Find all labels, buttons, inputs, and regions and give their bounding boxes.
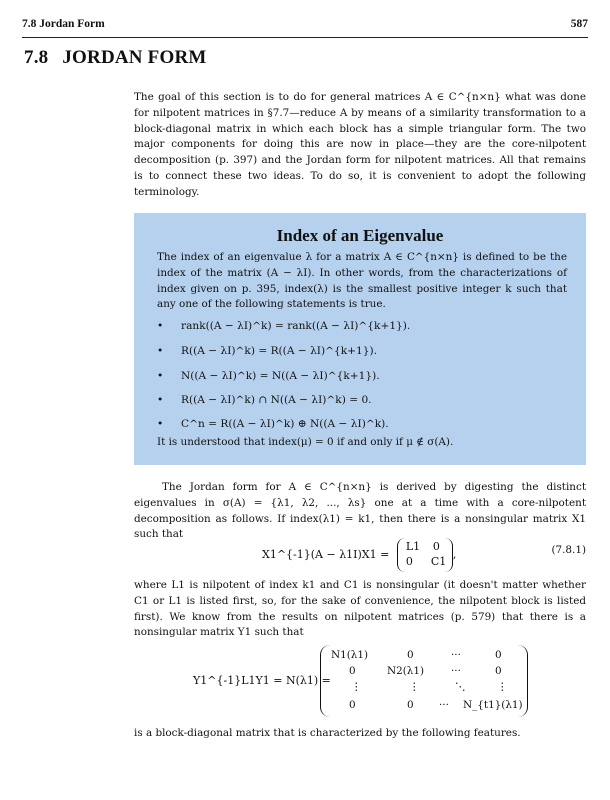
eq1-lhs: X1^{-1}(A − λ1I)X1 = bbox=[262, 548, 390, 561]
running-header-title: 7.8 Jordan Form bbox=[22, 18, 105, 30]
bullet-text: R((A − λI)^k) = R((A − λI)^{k+1}). bbox=[181, 345, 378, 357]
eq1-matrix bbox=[397, 538, 453, 572]
nilpotent-paragraph: where L1 is nilpotent of index k1 and C1 is nonsingular (it doesn't matter whether C1 or L1 is listed first, so, for the sake of convenience, the nilpotent block is listed first). We know from the results on nilpotent matrices (p. 579) that there is a nonsingular matrix Y1 such that bbox=[134, 579, 586, 639]
matrix-cell: 0 bbox=[432, 540, 440, 553]
bullet-text: rank((A − λI)^k) = rank((A − λI)^{k+1}). bbox=[181, 320, 411, 332]
understood-note: It is understood that index(μ) = 0 if and only if μ ∉ σ(A). bbox=[157, 436, 454, 448]
matrix-cell: N1(λ1) bbox=[331, 649, 369, 661]
matrix-cell: C1 bbox=[430, 555, 447, 568]
matrix-cell: N2(λ1) bbox=[387, 665, 425, 677]
bullet-text: R((A − λI)^k) ∩ N((A − λI)^k) = 0. bbox=[181, 394, 372, 406]
matrix-cell: ··· bbox=[439, 699, 449, 711]
definition-box-title: Index of an Eigenvalue bbox=[276, 226, 444, 245]
header-rule bbox=[22, 37, 588, 38]
jordan-paragraph: The Jordan form for A ∈ C^{n×n} is derived by digesting the distinct eigenvalues in σ(A) = {λ1, λ2, ..., λs} one at a time with a core-nilpotent decomposition as follows. If index(λ1) = k1, then there is a nonsingular matrix X1 such that bbox=[134, 481, 586, 541]
running-header bbox=[22, 18, 588, 34]
matrix-cell: 0 bbox=[495, 665, 502, 677]
matrix-cell: ⋱ bbox=[455, 681, 466, 693]
closing-paragraph: is a block-diagonal matrix that is characterized by the following features. bbox=[134, 727, 521, 739]
matrix-cell: L1 bbox=[405, 540, 421, 553]
matrix-cell: 0 bbox=[495, 649, 502, 661]
matrix-cell: ⋮ bbox=[497, 681, 508, 693]
matrix-cell: 0 bbox=[405, 555, 413, 568]
eq2-lhs: Y1^{-1}L1Y1 = N(λ1) = bbox=[193, 674, 331, 687]
matrix-cell: ··· bbox=[451, 649, 461, 661]
section-number: 7.8 bbox=[24, 47, 49, 68]
section-title bbox=[24, 47, 207, 69]
matrix-cell: N_{t1}(λ1) bbox=[463, 699, 523, 711]
matrix-cell: 0 bbox=[349, 665, 356, 677]
matrix-cell: ⋮ bbox=[351, 681, 362, 693]
equation-number: (7.8.1) bbox=[551, 544, 586, 556]
page-number: 587 bbox=[570, 18, 588, 30]
equation-7-8-1: X1^{-1}(A − λ1I)X1 = L1 0 0 C1 , bbox=[262, 538, 456, 572]
block-diagonal-matrix bbox=[320, 645, 528, 717]
bullet-text: C^n = R((A − λI)^k) ⊕ N((A − λI)^k). bbox=[181, 418, 389, 430]
bullet-text: N((A − λI)^k) = N((A − λI)^{k+1}). bbox=[181, 370, 380, 382]
matrix-cell: ··· bbox=[451, 665, 461, 677]
matrix-cell: 0 bbox=[407, 649, 414, 661]
matrix-cell: 0 bbox=[349, 699, 356, 711]
intro-paragraph: The goal of this section is to do for general matrices A ∈ C^{n×n} what was done for nilpotent matrices in §7.7—reduce A by means of a similarity transformation to a block-diagonal matrix in which each block has a simple triangular form. The two major components for doing this are now in place—they are the core-nilpotent decomposition (p. 397) and the Jordan form for nilpotent matrices. All that remains is to connect these two ideas. To do so, it is convenient to adopt the following terminology. bbox=[134, 91, 586, 198]
section-title-text: JORDAN FORM bbox=[62, 47, 207, 68]
matrix-cell: 0 bbox=[407, 699, 414, 711]
matrix-cell: ⋮ bbox=[409, 681, 420, 693]
definition-text: The index of an eigenvalue λ for a matrix A ∈ C^{n×n} is defined to be the index of the matrix (A − λI). In other words, from the characterizations of index given on p. 395, index(λ) is the smallest positive integer k such that any one of the following statements is true. bbox=[157, 251, 567, 311]
